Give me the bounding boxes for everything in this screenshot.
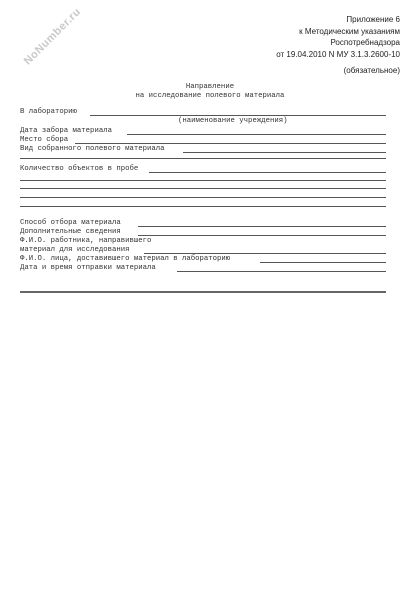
header-line-4: от 19.04.2010 N МУ 3.1.3.2600-10: [276, 49, 400, 59]
collection-place-label: Место сбора: [20, 136, 69, 144]
form-title: Направление: [185, 83, 235, 91]
laboratory-label: В лабораторию: [20, 108, 77, 116]
obligatory-note: (обязательное): [343, 66, 400, 75]
blank-line-3[interactable]: [20, 197, 386, 198]
form-subtitle: на исследование полевого материала: [135, 92, 285, 100]
material-type-field[interactable]: [183, 152, 386, 153]
material-type-label: Вид собранного полевого материала: [20, 145, 165, 153]
blank-line-1[interactable]: [20, 180, 386, 181]
selection-method-label: Способ отбора материала: [20, 219, 121, 227]
object-count-field[interactable]: [149, 172, 386, 173]
blank-line-4[interactable]: [20, 206, 386, 207]
object-count-label: Количество объектов в пробе: [20, 165, 139, 173]
laboratory-row: [20, 107, 386, 117]
header-line-1: Приложение 6: [346, 15, 400, 24]
deliverer-label: Ф.И.О. лица, доставившего материал в лабораторию: [20, 255, 231, 263]
appendix-header: [276, 14, 400, 60]
laboratory-field[interactable]: [90, 115, 386, 116]
sender-label-line-1: Ф.И.О. работника, направившего: [20, 237, 152, 245]
material-type-extra-line[interactable]: [20, 158, 386, 159]
header-line-3: Роспотребнадзора: [330, 38, 400, 47]
collection-date-label: Дата забора материала: [20, 127, 112, 135]
dispatch-datetime-row: [20, 263, 386, 273]
institution-hint: (наименование учреждения): [178, 117, 288, 125]
material-type-row: [20, 144, 386, 154]
watermark: NoNumber.ru: [21, 5, 84, 68]
dispatch-datetime-field[interactable]: [177, 271, 386, 272]
blank-line-2[interactable]: [20, 188, 386, 189]
dispatch-datetime-label: Дата и время отправки материала: [20, 264, 156, 272]
header-line-2: к Методическим указаниям: [299, 26, 400, 36]
additional-info-label: Дополнительные сведения: [20, 228, 121, 236]
footer-divider: [20, 291, 386, 293]
sender-label-line-2: материал для исследования: [20, 246, 130, 254]
object-count-row: [20, 164, 386, 174]
